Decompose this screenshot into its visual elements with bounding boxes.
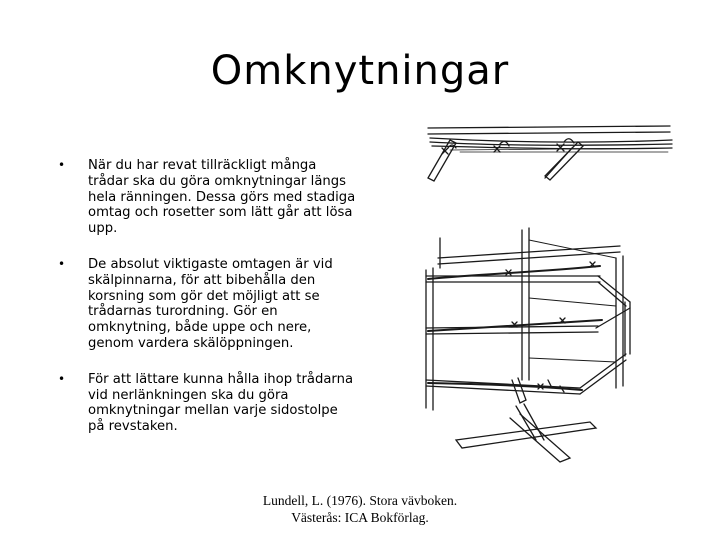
bullet-text: De absolut viktigaste omtagen är vid skälpinnarna, för att bibehålla den korsning som gör det möjligt att se trådarnas turordning. Gör en omknytning, både uppe och nere, genom vardera skälöppningen. [88,256,333,351]
bullet-text: När du har revat tillräckligt många trådar ska du göra omknytningar längs hela ränningen. Dessa görs med stadiga omtag och rosetter som lätt går att lösa upp. [88,158,356,237]
citation-line-1: Lundell, L. (1976). Stora vävboken. [262,493,458,508]
bullet-marker: • [58,371,66,386]
citation-line-2: Västerås: ICA Bokförlag. [291,510,429,525]
bullet-marker: • [58,256,66,271]
illustration-svg [420,118,680,478]
bullet-item [56,158,356,237]
bullet-item [56,257,356,352]
lease-sticks-detail [428,126,672,181]
bullet-marker: • [58,158,66,172]
slide-title: Omknytningar [210,48,510,94]
bullet-list [56,158,356,455]
warp-tying-illustration [420,118,680,478]
raddle-frame [426,228,630,410]
bullet-item [56,372,356,435]
bullet-text: För att lättare kunna hålla ihop trådarna vid nerlänkningen ska du göra omknytningar mellan varje sidostolpe på revstaken. [88,371,354,435]
source-citation [230,492,490,526]
